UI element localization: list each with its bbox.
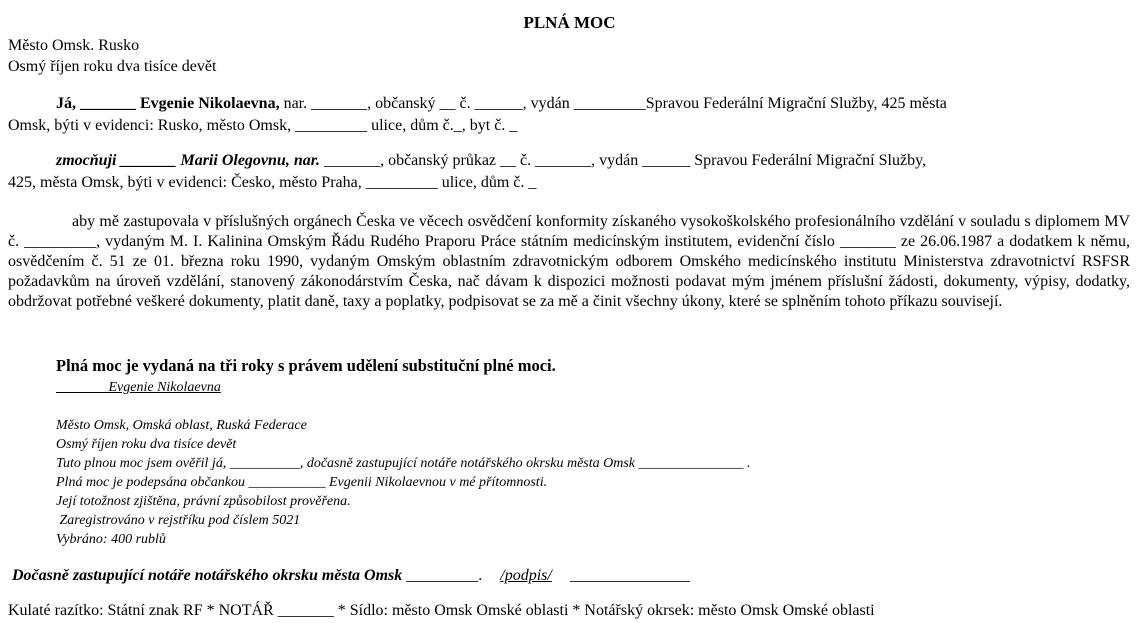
notary-signoff — [12, 566, 690, 586]
notary-signoff-blank: _________. — [402, 567, 483, 584]
notary-line-fee: Vybráno: 400 rublů — [56, 532, 166, 547]
stamp-description: Kulaté razítko: Státní znak RF * NOTÁŘ _______ * Sídlo: město Omsk Omské oblasti * Notářský okrsek: město Omsk Omské oblasti — [8, 602, 875, 619]
notary-signature: /podpis/ — [500, 567, 552, 584]
notary-line-register: Zaregistrováno v rejstříku pod číslem 5021 — [56, 513, 301, 528]
grantor-line-2: Omsk, býti v evidenci: Rusko, město Omsk, _________ ulice, dům č._, byt č. _ — [8, 117, 518, 134]
document-title: PLNÁ MOC — [523, 13, 616, 32]
grantor-name: Evgenie Nikolaevna, — [140, 95, 280, 112]
header-place: Město Omsk. Rusko — [8, 37, 140, 54]
attorney-name: Marii Olegovnu, nar. — [180, 152, 321, 169]
header-date: Osmý říjen roku dva tisíce devět — [8, 58, 217, 75]
grantor-lead: Já, _______ — [56, 95, 140, 112]
validity-statement: Plná moc je vydaná na tři roky s právem udělení substituční plné moci. — [56, 356, 556, 375]
notary-line-date: Osmý říjen roku dva tisíce devět — [56, 437, 237, 452]
attorney-line-2: 425, města Omsk, býti v evidenci: Česko, město Praha, _________ ulice, dům č. _ — [8, 174, 537, 191]
signature-line: Evgenie Nikolaevna — [56, 380, 221, 395]
notary-line-identity: Její totožnost zjištěna, právní způsobilost prověřena. — [56, 494, 351, 509]
body-paragraph: aby mě zastupovala v příslušných orgánech Česka ve věcech osvědčení konformity získaného vysokoškolského profesionálního vzdělání v souladu s diplomem MV č. _________, vydaným M. I. Kalinina Omským Řádu Rudého Praporu Práce státním medicínským institutem, evidenční číslo _______ ze 26.06.1987 a dodatkem k němu, osvědčením č. 51 ze 01. března roku 1990, vydaným Omským oblastním zdravotnickým odborem Omského medicínského institutu Ministerstva zdravotnictví RSFSR požadavkům na úroveň vzdělání, stanovený zákonodárstvím Česka, nač dávam k dispozici možnosti podavat mým jménem příslušní žádosti, dokumenty, výpisy, dodatky, obdržovat potřebné veškeré dokumenty, platit daně, taxy a poplatky, podpisovat se za mě a činit všechny úkony, které se splněním tohoto příkazu souvisejí. — [8, 213, 1130, 310]
notary-line-signed: Plná moc je podepsána občankou ___________ Evgenii Nikolaevnou v mé přítomnosti. — [56, 475, 548, 490]
notary-signoff-trailing: _______________ — [569, 567, 690, 584]
grantor-details: nar. _______, občanský __ č. ______, vydán _________Spravou Federální Migrační Služby, 425 města — [279, 95, 947, 112]
attorney-line-1 — [56, 151, 926, 171]
attorney-details: _______, občanský průkaz __ č. _______, vydán ______ Spravou Federální Migrační Služby, — [320, 152, 927, 169]
notary-line-verification: Tuto plnou moc jsem ověřil já, __________, dočasně zastupující notáře notářského okrsku města Omsk _______________ . — [56, 456, 751, 471]
grantor-line-1 — [56, 94, 947, 114]
notary-signoff-label: Dočasně zastupující notáře notářského okrsku města Omsk — [12, 567, 403, 584]
notary-line-place: Město Omsk, Omská oblast, Ruská Federace — [56, 418, 307, 433]
attorney-lead: zmocňuji _______ — [56, 152, 181, 169]
